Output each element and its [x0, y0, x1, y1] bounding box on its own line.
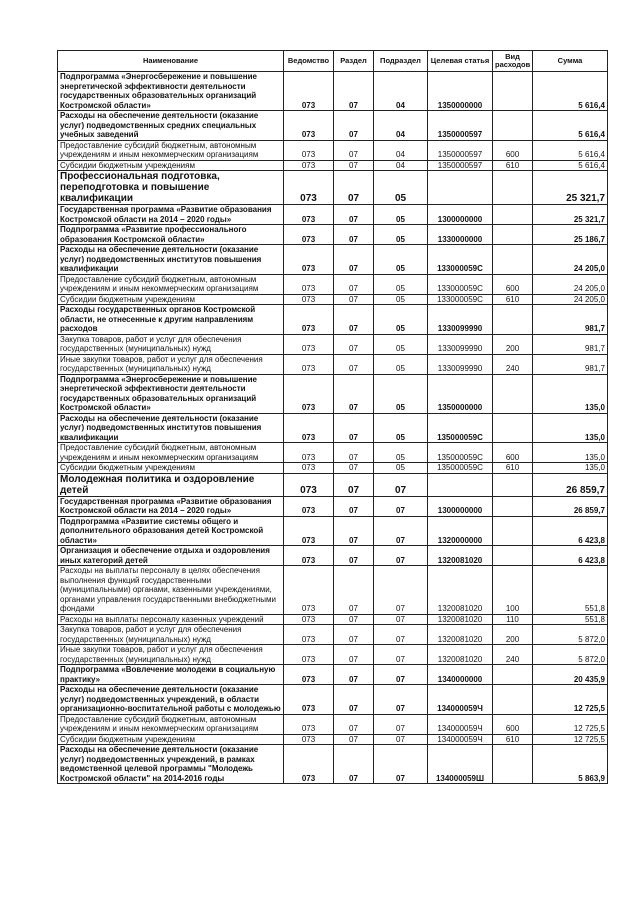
row-dept: 073	[284, 714, 334, 734]
row-section: 07	[334, 685, 374, 715]
row-type	[493, 413, 533, 443]
row-section: 07	[334, 714, 374, 734]
row-subsection: 07	[374, 665, 428, 685]
row-subsection: 04	[374, 111, 428, 141]
table-row	[58, 205, 608, 225]
row-name: Предоставление субсидий бюджетным, автономным учреждениям и иным некоммерческим организациям	[58, 714, 284, 734]
row-subsection: 05	[374, 443, 428, 463]
table-row	[58, 140, 608, 160]
row-sum: 6 423,8	[533, 516, 608, 546]
budget-table	[57, 50, 608, 784]
row-type: 610	[493, 294, 533, 305]
row-section: 07	[334, 225, 374, 245]
row-dept: 073	[284, 546, 334, 566]
row-item: 134000059Ш	[428, 745, 493, 784]
row-item: 1320081020	[428, 614, 493, 625]
row-section: 07	[334, 354, 374, 374]
row-item: 1330099990	[428, 305, 493, 335]
row-sum: 5 616,4	[533, 111, 608, 141]
table-row	[58, 160, 608, 171]
row-type	[493, 245, 533, 275]
table-row	[58, 625, 608, 645]
row-type: 610	[493, 734, 533, 745]
table-row	[58, 685, 608, 715]
row-subsection: 07	[374, 566, 428, 615]
row-dept: 073	[284, 294, 334, 305]
row-name: Профессиональная подготовка, переподготовка и повышение квалификации	[58, 171, 284, 205]
row-dept: 073	[284, 171, 334, 205]
row-subsection: 04	[374, 140, 428, 160]
header-name: Наименование	[58, 51, 284, 72]
row-item	[428, 171, 493, 205]
row-name: Расходы на обеспечение деятельности (оказание услуг) подведомственных учреждений, в рамках ведомственной целевой программы "Молодежь Костромской области" на 2014-2016 годы	[58, 745, 284, 784]
row-dept: 073	[284, 734, 334, 745]
row-type: 600	[493, 714, 533, 734]
table-row	[58, 111, 608, 141]
row-sum: 551,8	[533, 566, 608, 615]
row-name: Организация и обеспечение отдыха и оздоровления иных категорий детей	[58, 546, 284, 566]
row-item: 133000059С	[428, 294, 493, 305]
row-name: Предоставление субсидий бюджетным, автономным учреждениям и иным некоммерческим организациям	[58, 140, 284, 160]
row-subsection: 05	[374, 413, 428, 443]
table-row	[58, 546, 608, 566]
table-row	[58, 473, 608, 496]
row-subsection: 05	[374, 205, 428, 225]
row-sum: 12 725,5	[533, 714, 608, 734]
row-subsection: 07	[374, 516, 428, 546]
row-name: Субсидии бюджетным учреждениям	[58, 463, 284, 474]
row-dept: 073	[284, 625, 334, 645]
row-type	[493, 171, 533, 205]
row-sum: 24 205,0	[533, 245, 608, 275]
row-type: 240	[493, 645, 533, 665]
row-item: 1350000597	[428, 160, 493, 171]
row-sum: 135,0	[533, 413, 608, 443]
row-sum: 12 725,5	[533, 734, 608, 745]
row-item: 1320081020	[428, 625, 493, 645]
row-name: Подпрограмма «Энергосбережение и повышение энергетической эффективности деятельности государственных образовательных организаций Костромской области»	[58, 374, 284, 413]
row-subsection: 04	[374, 72, 428, 111]
row-dept: 073	[284, 645, 334, 665]
row-dept: 073	[284, 274, 334, 294]
table-row	[58, 645, 608, 665]
row-item: 1300000000	[428, 496, 493, 516]
row-section: 07	[334, 443, 374, 463]
row-sum: 135,0	[533, 463, 608, 474]
row-subsection: 05	[374, 274, 428, 294]
row-dept: 073	[284, 496, 334, 516]
row-item: 1330099990	[428, 334, 493, 354]
row-name: Подпрограмма «Вовлечение молодежи в социальную практику»	[58, 665, 284, 685]
row-section: 07	[334, 496, 374, 516]
row-dept: 073	[284, 160, 334, 171]
row-dept: 073	[284, 225, 334, 245]
row-sum: 981,7	[533, 305, 608, 335]
row-sum: 24 205,0	[533, 294, 608, 305]
row-name: Субсидии бюджетным учреждениям	[58, 294, 284, 305]
table-row	[58, 72, 608, 111]
row-dept: 073	[284, 111, 334, 141]
row-dept: 073	[284, 413, 334, 443]
row-item: 1350000000	[428, 72, 493, 111]
row-name: Расходы на обеспечение деятельности (оказание услуг) подведомственных институтов повышения квалификации	[58, 413, 284, 443]
row-item: 133000059С	[428, 274, 493, 294]
row-type	[493, 374, 533, 413]
row-type: 610	[493, 463, 533, 474]
row-sum: 135,0	[533, 443, 608, 463]
header-dept: Ведомство	[284, 51, 334, 72]
row-section: 07	[334, 645, 374, 665]
row-item: 134000059Ч	[428, 734, 493, 745]
row-sum: 5 616,4	[533, 72, 608, 111]
table-row	[58, 171, 608, 205]
row-type: 610	[493, 160, 533, 171]
row-sum: 5 863,9	[533, 745, 608, 784]
row-dept: 073	[284, 566, 334, 615]
table-row	[58, 566, 608, 615]
row-section: 07	[334, 160, 374, 171]
row-dept: 073	[284, 473, 334, 496]
table-row	[58, 374, 608, 413]
row-section: 07	[334, 566, 374, 615]
row-section: 07	[334, 374, 374, 413]
row-name: Иные закупки товаров, работ и услуг для обеспечения государственных (муниципальных) нужд	[58, 354, 284, 374]
row-section: 07	[334, 516, 374, 546]
row-dept: 073	[284, 205, 334, 225]
row-dept: 073	[284, 745, 334, 784]
table-row	[58, 225, 608, 245]
row-dept: 073	[284, 665, 334, 685]
row-type	[493, 685, 533, 715]
row-item: 1340000000	[428, 665, 493, 685]
row-type	[493, 225, 533, 245]
table-row	[58, 496, 608, 516]
row-name: Расходы на выплаты персоналу в целях обеспечения выполнения функций государственными (муниципальными) органами, казенными учреждениями, органами управления государственными внебюджетными фондами	[58, 566, 284, 615]
row-subsection: 05	[374, 171, 428, 205]
row-section: 07	[334, 334, 374, 354]
row-name: Подпрограмма «Развитие системы общего и дополнительного образования детей Костромской области»	[58, 516, 284, 546]
header-item: Целевая статья	[428, 51, 493, 72]
row-name: Государственная программа «Развитие образования Костромской области на 2014 – 2020 годы»	[58, 205, 284, 225]
row-dept: 073	[284, 140, 334, 160]
table-row	[58, 305, 608, 335]
row-type	[493, 546, 533, 566]
row-sum: 26 859,7	[533, 473, 608, 496]
row-section: 07	[334, 463, 374, 474]
header-section: Раздел	[334, 51, 374, 72]
row-type: 600	[493, 443, 533, 463]
row-item: 1300000000	[428, 205, 493, 225]
row-name: Субсидии бюджетным учреждениям	[58, 734, 284, 745]
row-dept: 073	[284, 305, 334, 335]
row-item: 1350000597	[428, 111, 493, 141]
row-subsection: 07	[374, 473, 428, 496]
row-name: Расходы государственных органов Костромской области, не отнесенные к другим направлениям расходов	[58, 305, 284, 335]
row-name: Государственная программа «Развитие образования Костромской области на 2014 – 2020 годы»	[58, 496, 284, 516]
row-type	[493, 111, 533, 141]
row-section: 07	[334, 171, 374, 205]
row-subsection: 07	[374, 625, 428, 645]
row-subsection: 05	[374, 305, 428, 335]
row-dept: 073	[284, 334, 334, 354]
row-type: 240	[493, 354, 533, 374]
row-name: Молодежная политика и оздоровление детей	[58, 473, 284, 496]
row-name: Подпрограмма «Развитие профессионального образования Костромской области»	[58, 225, 284, 245]
row-dept: 073	[284, 443, 334, 463]
row-dept: 073	[284, 72, 334, 111]
row-section: 07	[334, 665, 374, 685]
table-row	[58, 614, 608, 625]
row-section: 07	[334, 72, 374, 111]
row-subsection: 07	[374, 546, 428, 566]
row-sum: 12 725,5	[533, 685, 608, 715]
row-name: Расходы на обеспечение деятельности (оказание услуг) подведомственных средних специальных учебных заведений	[58, 111, 284, 141]
row-name: Подпрограмма «Энергосбережение и повышение энергетической эффективности деятельности государственных образовательных организаций Костромской области»	[58, 72, 284, 111]
row-dept: 073	[284, 614, 334, 625]
row-item: 1350000597	[428, 140, 493, 160]
row-item: 1320081020	[428, 566, 493, 615]
table-row	[58, 274, 608, 294]
table-row	[58, 665, 608, 685]
row-subsection: 05	[374, 354, 428, 374]
header-subsection: Подраздел	[374, 51, 428, 72]
row-subsection: 07	[374, 714, 428, 734]
row-section: 07	[334, 111, 374, 141]
row-dept: 073	[284, 374, 334, 413]
row-type	[493, 745, 533, 784]
row-sum: 25 321,7	[533, 171, 608, 205]
row-section: 07	[334, 294, 374, 305]
row-subsection: 07	[374, 745, 428, 784]
row-dept: 073	[284, 516, 334, 546]
table-header-row	[58, 51, 608, 72]
row-type	[493, 516, 533, 546]
row-section: 07	[334, 546, 374, 566]
row-item: 1320000000	[428, 516, 493, 546]
row-dept: 073	[284, 354, 334, 374]
row-section: 07	[334, 140, 374, 160]
table-row	[58, 734, 608, 745]
row-sum: 551,8	[533, 614, 608, 625]
row-section: 07	[334, 305, 374, 335]
row-type: 200	[493, 625, 533, 645]
header-type: Вид расходов	[493, 51, 533, 72]
table-row	[58, 714, 608, 734]
row-item: 133000059С	[428, 245, 493, 275]
row-subsection: 07	[374, 614, 428, 625]
row-type: 110	[493, 614, 533, 625]
row-sum: 5 616,4	[533, 160, 608, 171]
row-name: Предоставление субсидий бюджетным, автономным учреждениям и иным некоммерческим организациям	[58, 274, 284, 294]
table-row	[58, 245, 608, 275]
row-name: Предоставление субсидий бюджетным, автономным учреждениям и иным некоммерческим организациям	[58, 443, 284, 463]
table-row	[58, 413, 608, 443]
table-row	[58, 334, 608, 354]
row-section: 07	[334, 473, 374, 496]
table-row	[58, 443, 608, 463]
row-subsection: 05	[374, 225, 428, 245]
row-sum: 5 872,0	[533, 625, 608, 645]
row-name: Расходы на обеспечение деятельности (оказание услуг) подведомственных институтов повышения квалификации	[58, 245, 284, 275]
row-item: 1320081020	[428, 546, 493, 566]
row-subsection: 05	[374, 294, 428, 305]
row-sum: 6 423,8	[533, 546, 608, 566]
row-item: 1330099990	[428, 354, 493, 374]
row-sum: 5 616,4	[533, 140, 608, 160]
row-type	[493, 665, 533, 685]
row-type	[493, 72, 533, 111]
row-subsection: 07	[374, 496, 428, 516]
row-type: 200	[493, 334, 533, 354]
table-row	[58, 354, 608, 374]
row-subsection: 04	[374, 160, 428, 171]
row-sum: 24 205,0	[533, 274, 608, 294]
row-dept: 073	[284, 245, 334, 275]
header-sum: Сумма	[533, 51, 608, 72]
row-sum: 981,7	[533, 354, 608, 374]
row-name: Расходы на обеспечение деятельности (оказание услуг) подведомственных учреждений, в области организационно-воспитательной работы с молодежью	[58, 685, 284, 715]
row-item: 135000059С	[428, 443, 493, 463]
row-sum: 25 186,7	[533, 225, 608, 245]
row-subsection: 05	[374, 334, 428, 354]
row-section: 07	[334, 614, 374, 625]
row-name: Закупка товаров, работ и услуг для обеспечения государственных (муниципальных) нужд	[58, 334, 284, 354]
row-sum: 5 872,0	[533, 645, 608, 665]
row-sum: 25 321,7	[533, 205, 608, 225]
row-item: 1330000000	[428, 225, 493, 245]
row-dept: 073	[284, 685, 334, 715]
row-sum: 26 859,7	[533, 496, 608, 516]
row-sum: 20 435,9	[533, 665, 608, 685]
row-type	[493, 205, 533, 225]
row-type	[493, 473, 533, 496]
row-subsection: 07	[374, 734, 428, 745]
row-name: Расходы на выплаты персоналу казенных учреждений	[58, 614, 284, 625]
row-section: 07	[334, 625, 374, 645]
row-subsection: 05	[374, 463, 428, 474]
row-section: 07	[334, 734, 374, 745]
row-subsection: 05	[374, 374, 428, 413]
table-row	[58, 294, 608, 305]
row-type: 600	[493, 140, 533, 160]
row-section: 07	[334, 245, 374, 275]
row-item: 135000059С	[428, 463, 493, 474]
row-item: 135000059С	[428, 413, 493, 443]
row-item	[428, 473, 493, 496]
row-section: 07	[334, 205, 374, 225]
row-type: 100	[493, 566, 533, 615]
row-dept: 073	[284, 463, 334, 474]
row-type	[493, 496, 533, 516]
row-subsection: 07	[374, 645, 428, 665]
row-item: 1320081020	[428, 645, 493, 665]
row-subsection: 05	[374, 245, 428, 275]
row-type	[493, 305, 533, 335]
row-name: Субсидии бюджетным учреждениям	[58, 160, 284, 171]
row-sum: 135,0	[533, 374, 608, 413]
row-name: Иные закупки товаров, работ и услуг для обеспечения государственных (муниципальных) нужд	[58, 645, 284, 665]
row-name: Закупка товаров, работ и услуг для обеспечения государственных (муниципальных) нужд	[58, 625, 284, 645]
row-item: 134000059Ч	[428, 685, 493, 715]
row-sum: 981,7	[533, 334, 608, 354]
row-item: 1350000000	[428, 374, 493, 413]
table-row	[58, 745, 608, 784]
table-row	[58, 463, 608, 474]
row-item: 134000059Ч	[428, 714, 493, 734]
table-row	[58, 516, 608, 546]
row-type: 600	[493, 274, 533, 294]
row-section: 07	[334, 413, 374, 443]
row-subsection: 07	[374, 685, 428, 715]
row-section: 07	[334, 745, 374, 784]
row-section: 07	[334, 274, 374, 294]
